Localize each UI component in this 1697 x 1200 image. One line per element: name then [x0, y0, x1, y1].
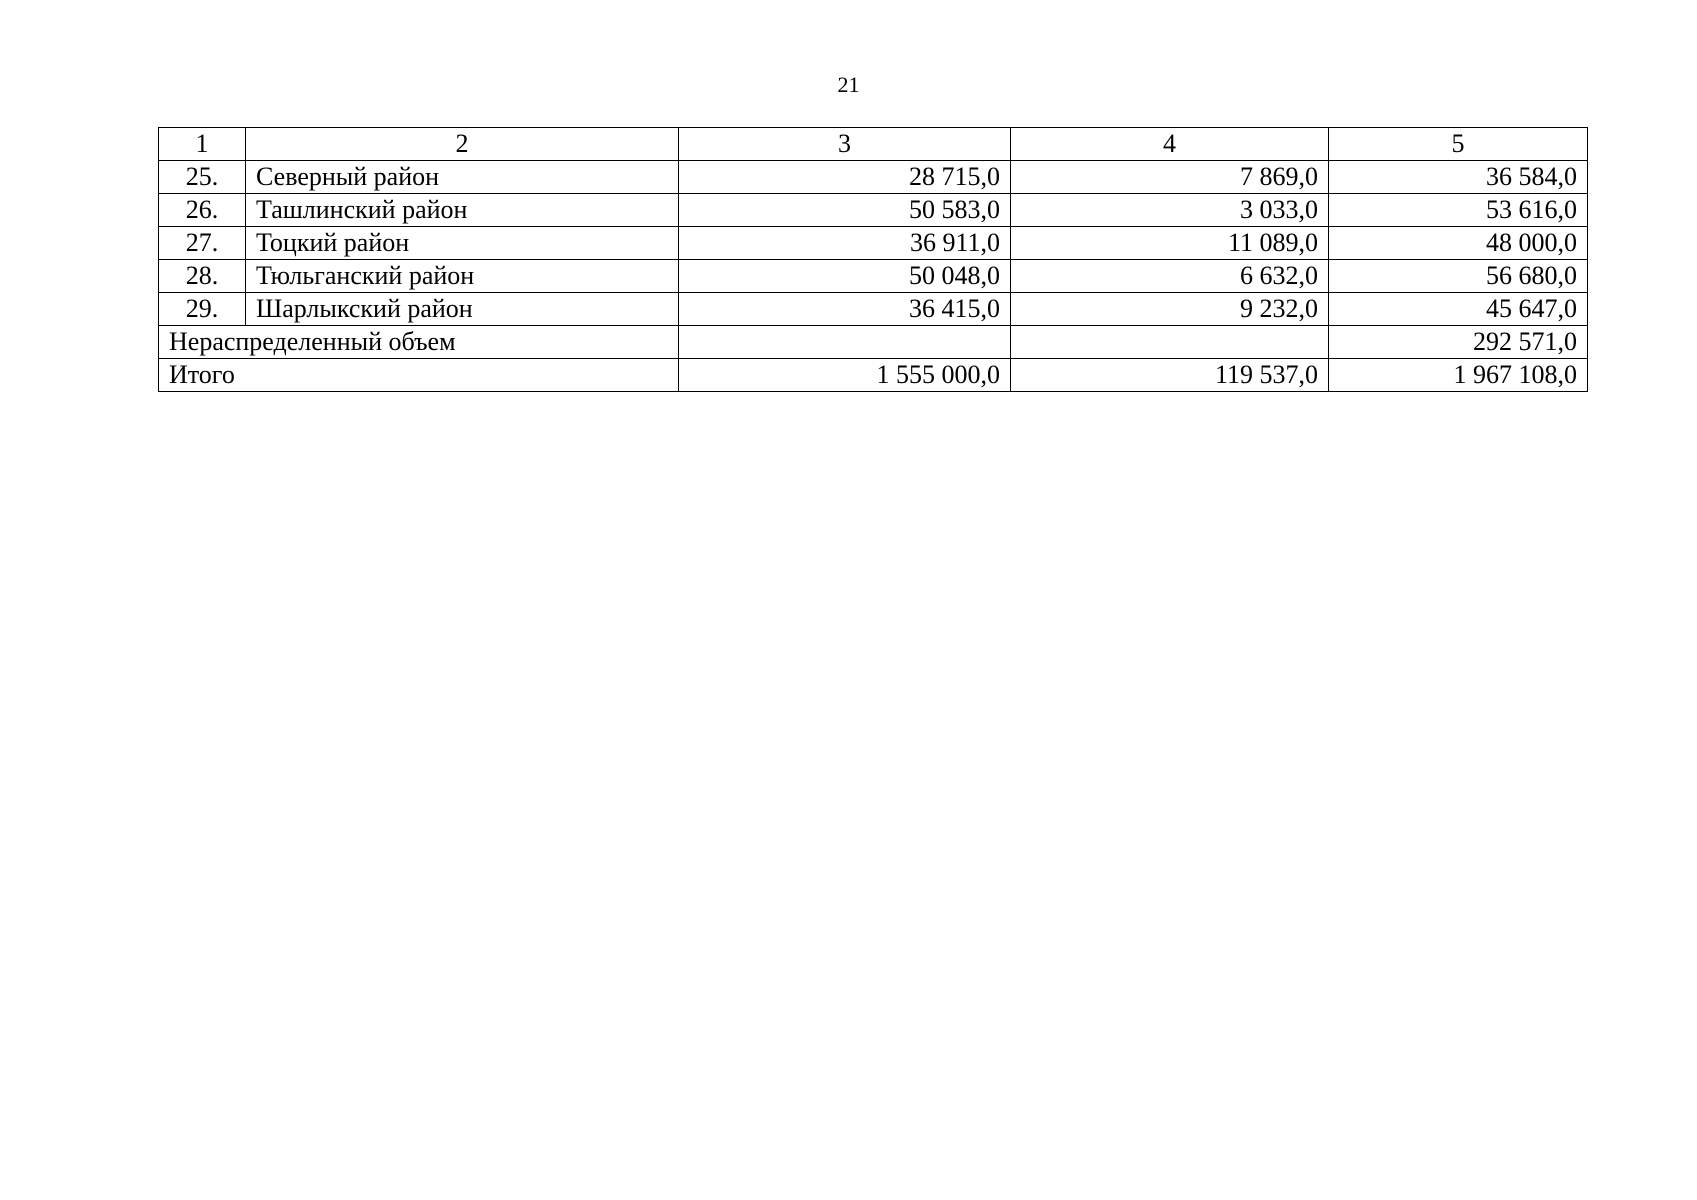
- district-name: Тоцкий район: [246, 227, 679, 260]
- table-row: [159, 227, 1588, 260]
- value-col3: 36 911,0: [679, 227, 1011, 260]
- table-row: [159, 161, 1588, 194]
- unallocated-col5: 292 571,0: [1329, 326, 1588, 359]
- total-col3: 1 555 000,0: [679, 359, 1011, 392]
- value-col3: 36 415,0: [679, 293, 1011, 326]
- value-col3: 50 583,0: [679, 194, 1011, 227]
- value-col5: 45 647,0: [1329, 293, 1588, 326]
- unallocated-row: [159, 326, 1588, 359]
- value-col4: 11 089,0: [1011, 227, 1329, 260]
- value-col5: 36 584,0: [1329, 161, 1588, 194]
- row-number: 25.: [159, 161, 246, 194]
- value-col5: 48 000,0: [1329, 227, 1588, 260]
- table-row: [159, 293, 1588, 326]
- district-name: Тюльганский район: [246, 260, 679, 293]
- column-number-cell: 3: [679, 128, 1011, 161]
- district-name: Шарлыкский район: [246, 293, 679, 326]
- allocation-table: [158, 127, 1588, 392]
- row-number: 27.: [159, 227, 246, 260]
- row-number: 29.: [159, 293, 246, 326]
- unallocated-label: Нераспределенный объем: [159, 326, 679, 359]
- value-col5: 53 616,0: [1329, 194, 1588, 227]
- district-name: Северный район: [246, 161, 679, 194]
- total-label: Итого: [159, 359, 679, 392]
- total-col4: 119 537,0: [1011, 359, 1329, 392]
- value-col3: 50 048,0: [679, 260, 1011, 293]
- column-number-cell: 5: [1329, 128, 1588, 161]
- table-row: [159, 194, 1588, 227]
- value-col4: 9 232,0: [1011, 293, 1329, 326]
- value-col3: 28 715,0: [679, 161, 1011, 194]
- value-col4: 6 632,0: [1011, 260, 1329, 293]
- unallocated-col4: [1011, 326, 1329, 359]
- column-number-cell: 2: [246, 128, 679, 161]
- value-col4: 7 869,0: [1011, 161, 1329, 194]
- table-row: [159, 260, 1588, 293]
- column-number-row: [159, 128, 1588, 161]
- column-number-cell: 4: [1011, 128, 1329, 161]
- value-col5: 56 680,0: [1329, 260, 1588, 293]
- unallocated-col3: [679, 326, 1011, 359]
- row-number: 28.: [159, 260, 246, 293]
- total-row: [159, 359, 1588, 392]
- district-name: Ташлинский район: [246, 194, 679, 227]
- value-col4: 3 033,0: [1011, 194, 1329, 227]
- page-number: 21: [837, 72, 860, 97]
- column-number-cell: 1: [159, 128, 246, 161]
- total-col5: 1 967 108,0: [1329, 359, 1588, 392]
- row-number: 26.: [159, 194, 246, 227]
